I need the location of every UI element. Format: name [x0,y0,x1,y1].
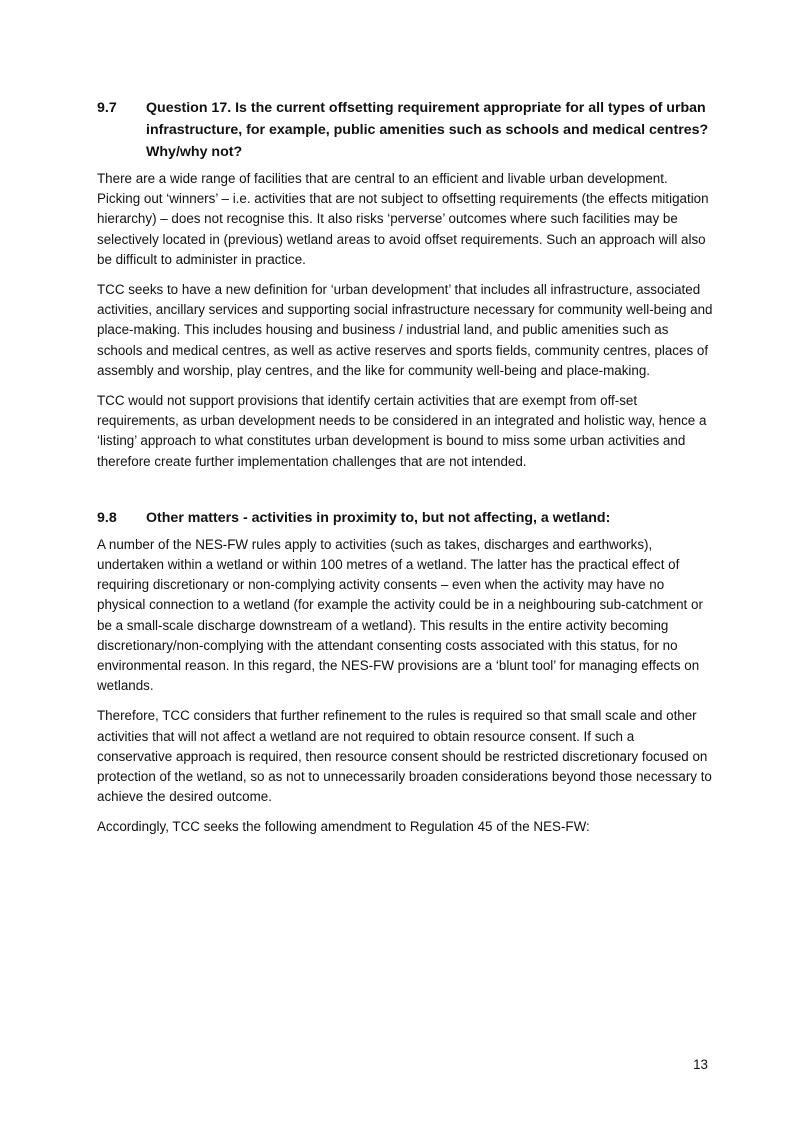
section-title: Other matters - activities in proximity to, but not affecting, a wetland: [146,509,611,526]
paragraph: Therefore, TCC considers that further refinement to the rules is required so that small scale and other activities that will not affect a wetland are not required to obtain resource consent. If such a conservative approach is required, then resource consent should be restricted discretionary focused on protection of the wetland, so as not to unnecessarily broaden considerations beyond those necessary to achieve the desired outcome. [97,708,712,805]
section-number: 9.8 [97,509,117,526]
section-heading-9-8 [97,507,713,529]
page-number: 13 [693,1057,708,1072]
paragraph: TCC would not support provisions that identify certain activities that are exempt from off-set requirements, as urban development needs to be considered in an integrated and holistic way, hence a ‘listing’ approach to what constitutes urban development is bound to miss some urban activities and therefore create further implementation challenges that are not intended. [97,393,707,469]
section-number: 9.7 [97,100,117,116]
paragraph: A number of the NES-FW rules apply to activities (such as takes, discharges and earthworks), undertaken within a wetland or within 100 metres of a wetland. The latter has the practical effect of requiring discretionary or non-complying activity consents – even when the activity may have no physical connection to a wetland (for example the activity could be in a neighbouring sub-catchment or be a small-scale discharge downstream of a wetland). This results in the entire activity becoming discretionary/non-complying with the attendant consenting costs associated with this status, for no environmental reason. In this regard, the NES-FW provisions are a ‘blunt tool’ for managing effects on wetlands. [97,536,703,694]
section-heading-9-7 [97,97,713,163]
page-content [97,97,713,838]
paragraph: TCC seeks to have a new definition for ‘urban development’ that includes all infrastructure, associated activities, ancillary services and supporting social infrastructure necessary for community well-being and place-making. This includes housing and business / industrial land, and public amenities such as schools and medical centres, as well as active reserves and sports fields, community centres, places of assembly and worship, play centres, and the like for community well-being and place-making. [97,282,713,378]
section-title: Question 17. Is the current offsetting requirement appropriate for all types of urban infrastructure, for example, public amenities such as schools and medical centres? Why/why not? [146,100,709,160]
paragraph: There are a wide range of facilities that are central to an efficient and livable urban development. Picking out ‘winners’ – i.e. activities that are not subject to offsetting requirements (the effects mitigation hierarchy) – does not recognise this. It also risks ‘perverse’ outcomes where such facilities may be selectively located in (previous) wetland areas to avoid offset requirements. Such an approach will also be difficult to administer in practice. [97,171,709,267]
paragraph: Accordingly, TCC seeks the following amendment to Regulation 45 of the NES-FW: [97,819,590,835]
